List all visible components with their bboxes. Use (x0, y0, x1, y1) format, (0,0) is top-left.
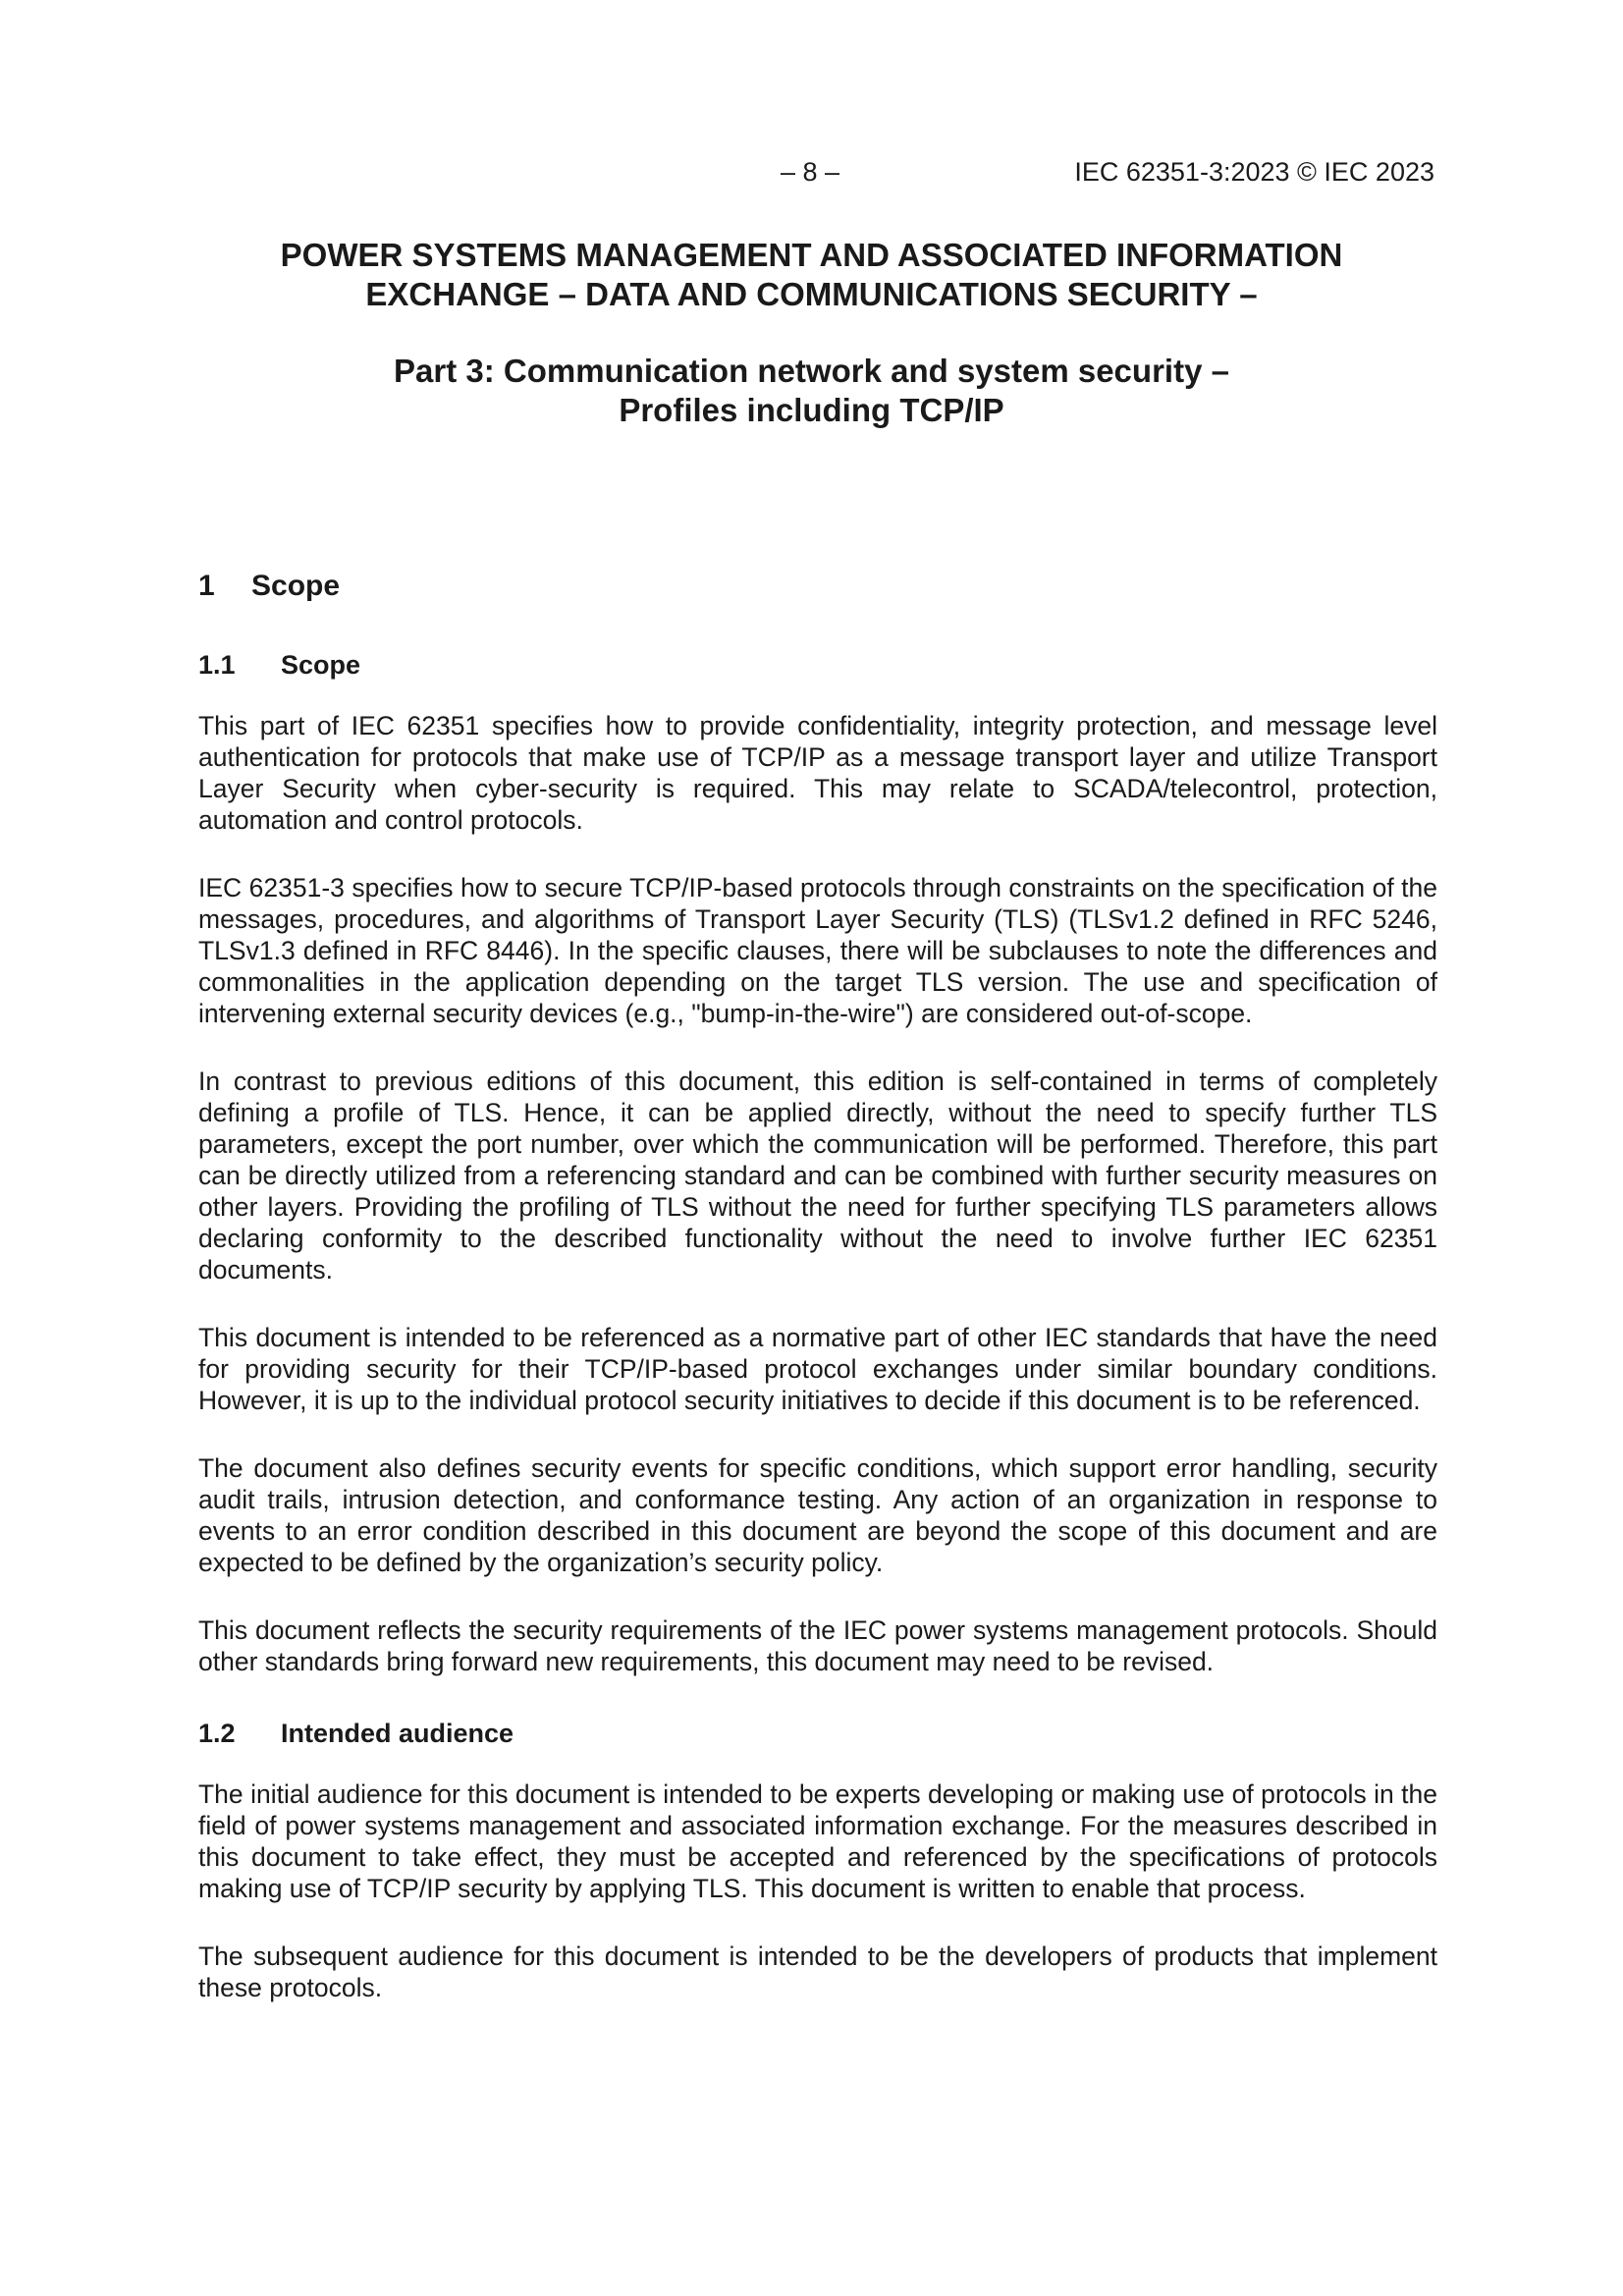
paragraph: In contrast to previous editions of this document, this edition is self-contained in terms of completely defining a profile of TLS. Hence, it can be applied directly, without the need to specify further TLS parameters, except the port number, over which the communication will be performed. Therefore, this part can be directly utilized from a referencing standard and can be combined with further security measures on other layers. Providing the profiling of TLS without the need for further specifying TLS parameters allows declaring conformity to the described functionality without the need to involve further IEC 62351 documents. (198, 1066, 1437, 1285)
document-subtitle-line-2: Profiles including TCP/IP (619, 392, 1004, 428)
document-subtitle-line-1: Part 3: Communication network and system security – (394, 353, 1229, 389)
section-1-number: 1 (198, 570, 215, 602)
paragraph: The subsequent audience for this document is intended to be the developers of products that implement these protocols. (198, 1941, 1437, 2002)
paragraph: The initial audience for this document is intended to be experts developing or making use of protocols in the field of power systems management and associated information exchange. For the measures described in this document to take effect, they must be accepted and referenced by the specifications of protocols making use of TCP/IP security by applying TLS. This document is written to enable that process. (198, 1779, 1437, 1903)
section-1-1-heading (198, 645, 1437, 684)
document-title-line-1: POWER SYSTEMS MANAGEMENT AND ASSOCIATED INFORMATION (280, 237, 1343, 273)
paragraph: This part of IEC 62351 specifies how to provide confidentiality, integrity protection, and message level authentication for protocols that make use of TCP/IP as a message transport layer and utilize Transport Layer Security when cyber-security is required. This may relate to SCADA/telecontrol, protection, automation and control protocols. (198, 711, 1437, 835)
page-number: – 8 – (781, 157, 840, 187)
section-1-title: Scope (251, 570, 341, 602)
section-1-heading (198, 565, 1437, 608)
section-1-1-number: 1.1 (198, 650, 236, 680)
paragraph: This document reflects the security requirements of the IEC power systems management protocols. Should other standards bring forward new requirements, this document may need to be revised. (198, 1615, 1437, 1676)
standard-reference: IEC 62351-3:2023 © IEC 2023 (1074, 157, 1434, 187)
paragraph: IEC 62351-3 specifies how to secure TCP/IP-based protocols through constraints on the specification of the messages, procedures, and algorithms of Transport Layer Security (TLS) (TLSv1.2 defined in RFC 5246, TLSv1.3 defined in RFC 8446). In the specific clauses, there will be subclauses to note the differences and commonalities in the application depending on the target TLS version. The use and specification of intervening external security devices (e.g., "bump-in-the-wire") are considered out-of-scope. (198, 873, 1437, 1028)
document-title-line-2: EXCHANGE – DATA AND COMMUNICATIONS SECURITY – (365, 276, 1258, 312)
section-1-1-title: Scope (281, 650, 361, 680)
document-body (198, 565, 1437, 2040)
document-title (0, 236, 1623, 314)
page-header (0, 157, 1623, 196)
paragraph: This document is intended to be referenced as a normative part of other IEC standards that have the need for providing security for their TCP/IP-based protocol exchanges under similar boundary conditions. However, it is up to the individual protocol security initiatives to decide if this document is to be referenced. (198, 1323, 1437, 1415)
section-1-2-heading (198, 1714, 1437, 1753)
section-1-2-number: 1.2 (198, 1719, 236, 1748)
document-subtitle (0, 352, 1623, 430)
section-1-2-title: Intended audience (281, 1719, 514, 1748)
paragraph: The document also defines security events for specific conditions, which support error handling, security audit trails, intrusion detection, and conformance testing. Any action of an organization in response to events to an error condition described in this document are beyond the scope of this document and are expected to be defined by the organization’s security policy. (198, 1453, 1437, 1577)
